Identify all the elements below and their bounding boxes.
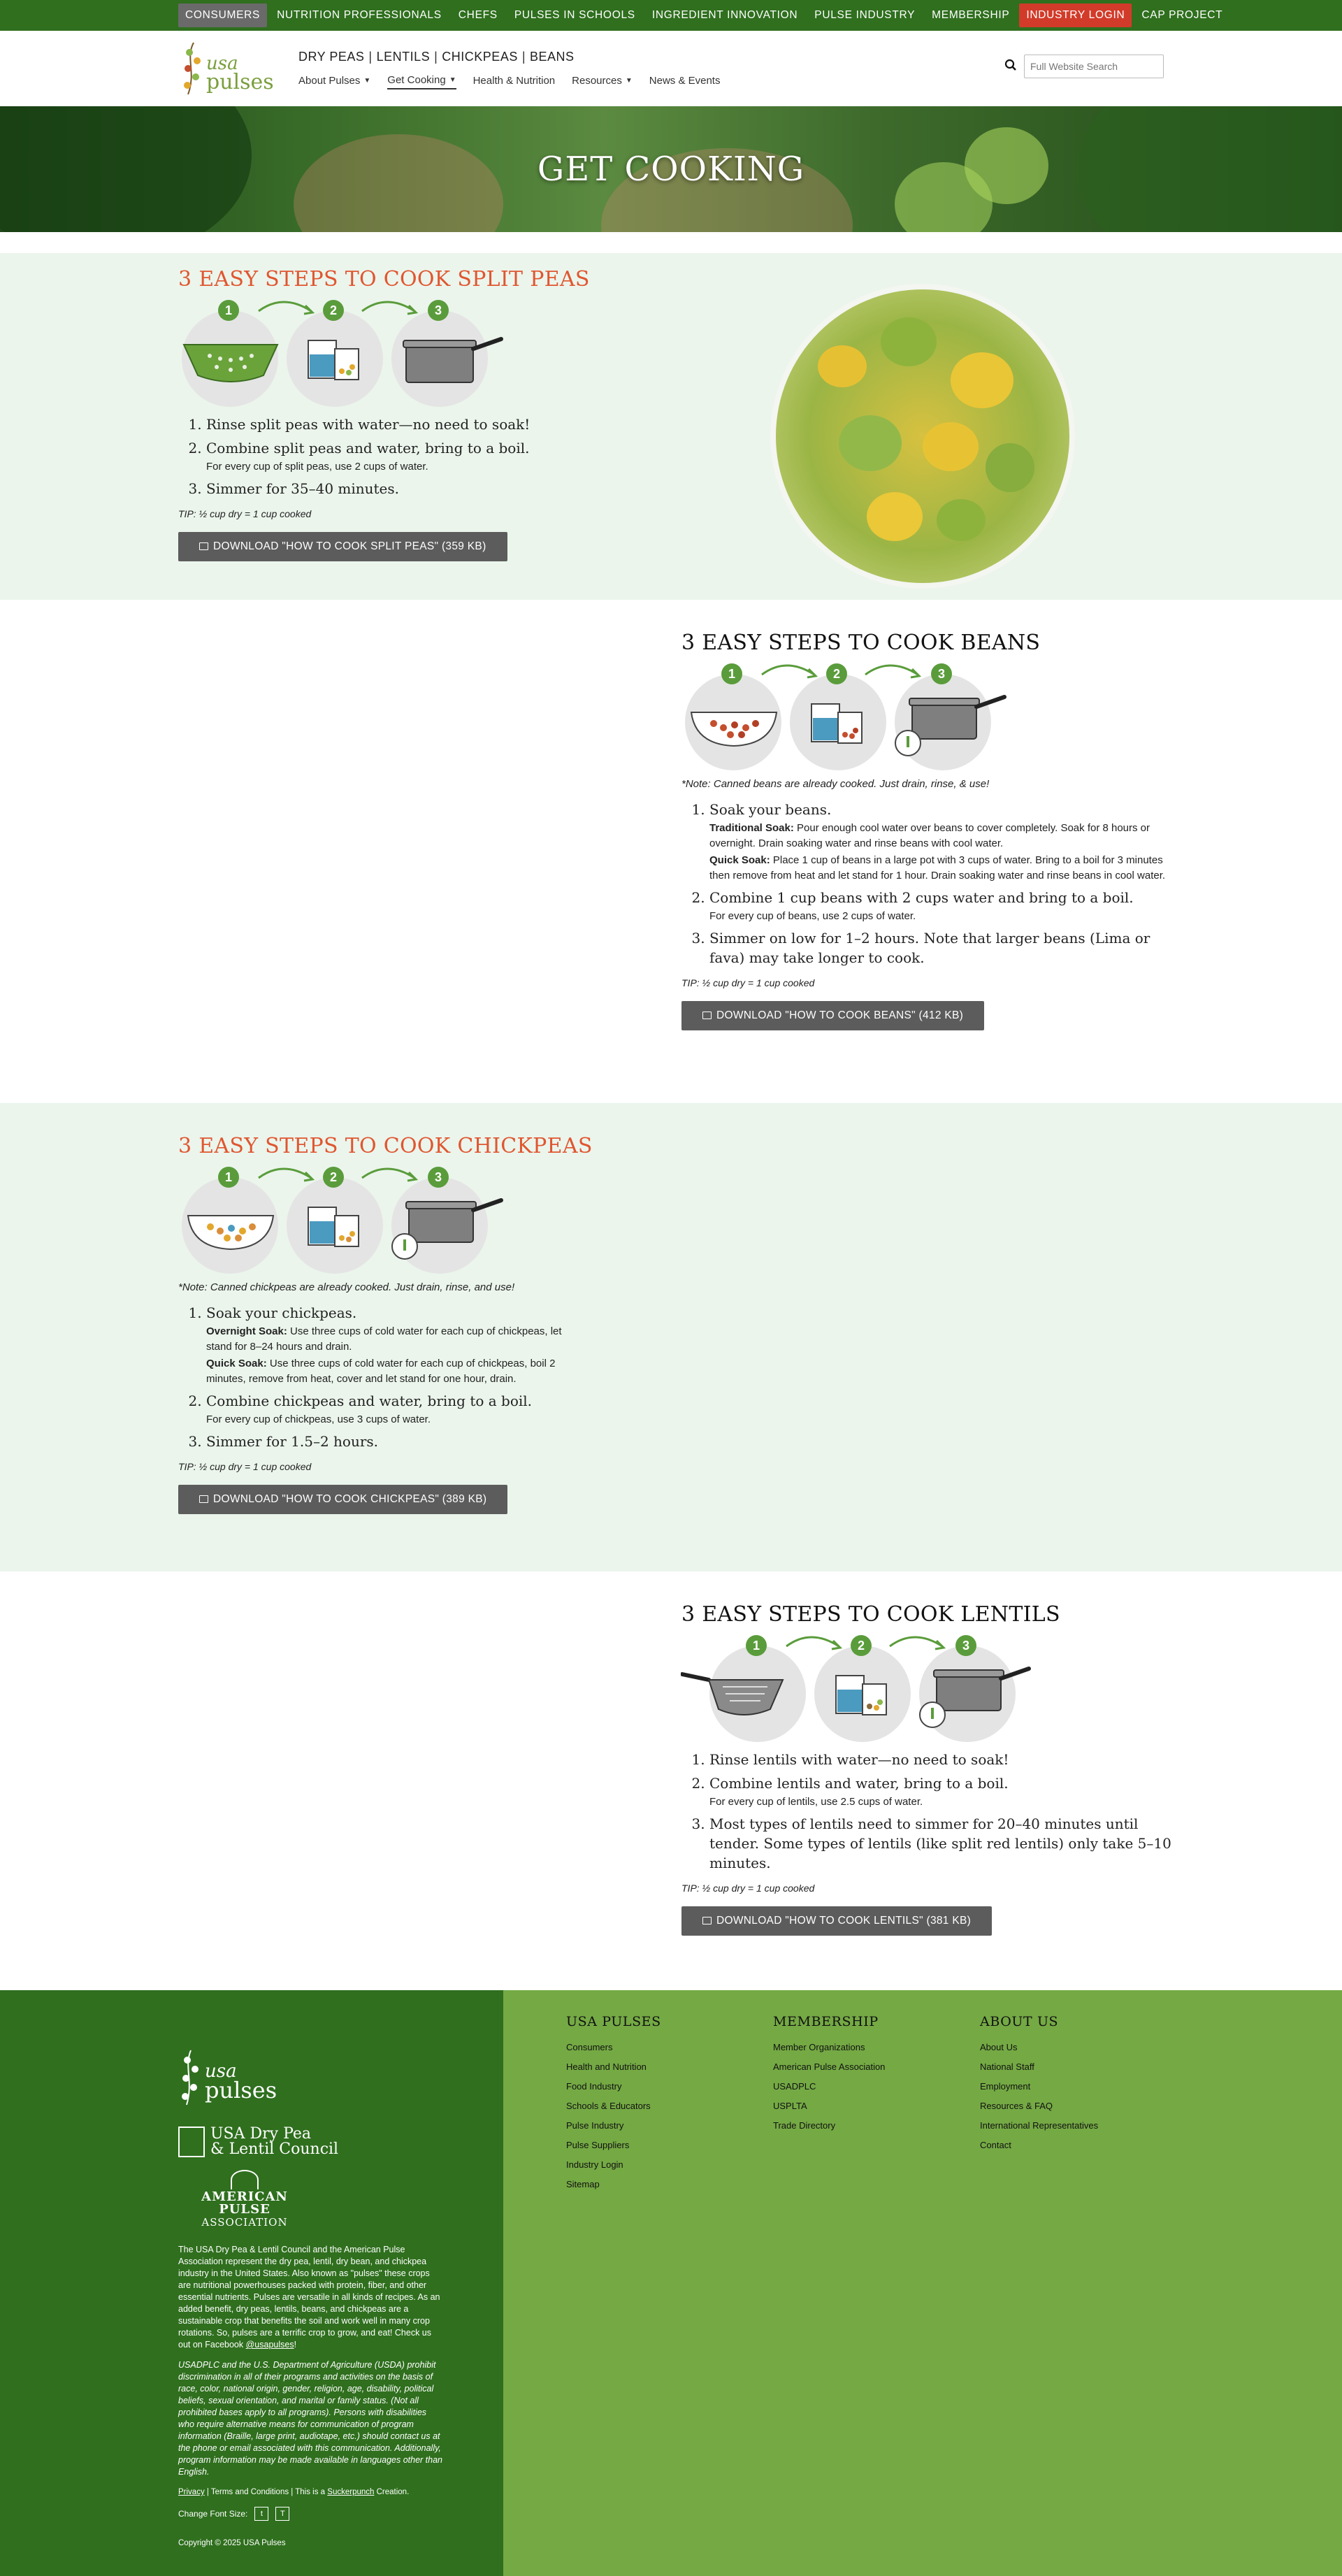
section-title: 3 EASY STEPS TO COOK LENTILS [681, 1602, 1060, 1627]
footer-link-industry-login[interactable]: Industry Login [566, 2159, 623, 2170]
site-footer [0, 1990, 1342, 2576]
footer-link-pulse-suppliers[interactable]: Pulse Suppliers [566, 2140, 630, 2150]
footer-link-trade-directory[interactable]: Trade Directory [773, 2120, 836, 2131]
footer-about-text: The USA Dry Pea & Lentil Council and the American Pulse Association represent the dry pea, lentil, dry bean, and chickpea industry in the United States. Also known as "pulses" these crops are nutritional powerhouses packed with protein, fiber, and other essential nutrients. Pulses are versatile in all kinds of recipes. As an added benefit, dry peas, lentils, beans, and chickpeas are a sustainable crop that benefits the soil and work well in many crop rotations. So, pulses are a terrific crop to grow, and eat! Check us out on Facebook @usapulses! [178, 2245, 440, 2350]
list-item: 1. Soak your beans. Traditional Soak: Pour enough cool water over beans to cover completely. Soak for 8 hours or overnight. Drain soaking water and rinse beans with cool water. Quick Soak: Place 1 cup of beans in a large pot with 3 cups of water. Bring to a boil for 3 minutes then remove from heat and let stand for 1 hour. Drain soaking water and rinse beans in cool water. [709, 800, 1185, 884]
bowl-icon [681, 684, 786, 761]
apa-emblem-icon [231, 2170, 259, 2189]
list-item: 3. Simmer for 35–40 minutes. [206, 479, 681, 498]
pot-icon [388, 1188, 507, 1265]
suckerpunch-link[interactable]: Suckerpunch [327, 2488, 375, 2496]
measuring-cup-icon [283, 321, 388, 398]
search-input[interactable] [1024, 55, 1164, 78]
font-size-control [178, 2507, 503, 2521]
site-header [0, 31, 1342, 106]
footer-heading: MEMBERSHIP [773, 2014, 879, 2029]
step-number: 1 [218, 1167, 239, 1188]
step-number: 3 [955, 1635, 976, 1656]
step-number: 3 [428, 300, 449, 321]
footer-link-about-us[interactable]: About Us [980, 2042, 1018, 2052]
steps-illustration [681, 663, 1185, 768]
split-peas-photo [776, 289, 1069, 583]
nav-health-nutrition[interactable]: Health & Nutrition [472, 74, 556, 87]
top-nav-chefs[interactable]: CHEFS [458, 9, 498, 21]
search-box [1004, 55, 1164, 78]
footer-link-international-representatives[interactable]: International Representatives [980, 2120, 1099, 2131]
separator: | [521, 49, 526, 64]
nav-about-pulses[interactable]: About Pulses ▼ [298, 74, 371, 87]
pot-icon [388, 321, 507, 398]
list-item: 1. Soak your chickpeas. Overnight Soak: Use three cups of cold water for each cup of chickpeas, let stand for 8–24 hours and drain. Quick Soak: Use three cups of cold water for each cup of chickpeas, boil 2 minutes, remove from heat, cover and let stand for one hour, drain. [206, 1303, 681, 1387]
list-item: 3. Simmer on low for 1–2 hours. Note that larger beans (Lima or fava) may take longer to cook. [709, 928, 1185, 967]
footer-usa-pulses-logo[interactable] [178, 2046, 503, 2113]
split-peas-section [0, 253, 1342, 600]
legal-links: Privacy | Terms and Conditions | This is a Suckerpunch Creation. [178, 2488, 410, 2496]
facebook-link[interactable]: @usapulses [245, 2340, 294, 2350]
footer-link-member-organizations[interactable]: Member Organizations [773, 2042, 865, 2052]
nav-lentils[interactable]: LENTILS [376, 49, 431, 64]
bowl-icon [178, 1188, 283, 1265]
top-nav-cap-project[interactable]: CAP PROJECT [1141, 9, 1223, 21]
image-icon [702, 1012, 712, 1019]
download-lentils-button[interactable]: DOWNLOAD "HOW TO COOK LENTILS" (381 KB) [681, 1906, 992, 1936]
steps-illustration [178, 1167, 681, 1272]
steps-list [681, 800, 1185, 967]
footer-heading: ABOUT US [980, 2014, 1059, 2029]
footer-link-employment[interactable]: Employment [980, 2081, 1031, 2092]
footer-link-contact[interactable]: Contact [980, 2140, 1011, 2150]
download-beans-button[interactable]: DOWNLOAD "HOW TO COOK BEANS" (412 KB) [681, 1001, 984, 1030]
footer-column-membership [773, 2014, 980, 2576]
top-nav-pulses-in-schools[interactable]: PULSES IN SCHOOLS [514, 9, 635, 21]
step-number: 2 [851, 1635, 872, 1656]
font-size-label: Change Font Size: [178, 2509, 248, 2519]
tip-text: TIP: ½ cup dry = 1 cup cooked [681, 977, 815, 988]
download-chickpeas-button[interactable]: DOWNLOAD "HOW TO COOK CHICKPEAS" (389 KB) [178, 1485, 507, 1514]
step-number: 3 [931, 663, 952, 684]
step-number: 1 [721, 663, 742, 684]
separator: | [434, 49, 438, 64]
note-text: *Note: Canned chickpeas are already cooked. Just drain, rinse, and use! [178, 1281, 515, 1293]
svg-text:usa: usa [205, 2061, 237, 2082]
copyright: Copyright © 2025 USA Pulses [178, 2539, 286, 2547]
footer-link-usadplc[interactable]: USADPLC [773, 2081, 816, 2092]
footer-column-about-us [980, 2014, 1187, 2576]
footer-link-american-pulse-association[interactable]: American Pulse Association [773, 2061, 886, 2072]
step-number: 2 [323, 1167, 344, 1188]
usa-dry-pea-council-logo[interactable]: USA Dry Pea & Lentil Council [178, 2127, 503, 2157]
step-number: 1 [218, 300, 239, 321]
colander-icon [178, 321, 283, 398]
top-nav-pulse-industry[interactable]: PULSE INDUSTRY [814, 9, 916, 21]
list-item: 2. Combine split peas and water, bring to a boil. For every cup of split peas, use 2 cups of water. [206, 438, 681, 475]
image-icon [702, 1917, 712, 1924]
step-number: 2 [826, 663, 847, 684]
usda-disclaimer: USADPLC and the U.S. Department of Agriculture (USDA) prohibit discrimination in all of their programs and activities on the basis of race, color, national origin, gender, religion, age, disability, political beliefs, sexual orientation, and marital or family status. (Not all prohibited bases apply to all programs). Persons with disabilities who require alternative means for communication of program information (Braille, large print, audiotape, etc.) should contact us at the phone or email associated with this communication. Additionally, program information may be made available in languages other than English. [178, 2360, 443, 2477]
footer-link-food-industry[interactable]: Food Industry [566, 2081, 622, 2092]
step-number: 1 [746, 1635, 767, 1656]
footer-link-national-staff[interactable]: National Staff [980, 2061, 1034, 2072]
hero-banner [0, 106, 1342, 232]
usa-pulses-logo[interactable] [178, 36, 283, 101]
tip-text: TIP: ½ cup dry = 1 cup cooked [178, 508, 312, 519]
nav-beans[interactable]: BEANS [530, 49, 575, 64]
font-size-large-button[interactable]: T [275, 2507, 289, 2521]
nav-get-cooking[interactable]: Get Cooking ▼ [387, 74, 456, 89]
image-icon [199, 1495, 208, 1503]
caret-down-icon: ▼ [449, 75, 456, 84]
list-item: 2. Combine lentils and water, bring to a boil. For every cup of lentils, use 2.5 cups of water. [709, 1773, 1185, 1810]
footer-link-uspita[interactable]: USPLTA [773, 2101, 807, 2111]
steps-list [178, 1303, 681, 1451]
section-title: 3 EASY STEPS TO COOK CHICKPEAS [178, 1134, 593, 1158]
image-icon [199, 542, 208, 550]
list-item: 3. Simmer for 1.5–2 hours. [206, 1432, 681, 1451]
top-nav-membership[interactable]: MEMBERSHIP [932, 9, 1010, 21]
measuring-cup-icon [811, 1656, 916, 1733]
top-nav-nutrition-professionals[interactable]: NUTRITION PROFESSIONALS [277, 9, 442, 21]
download-split-peas-button[interactable]: DOWNLOAD "HOW TO COOK SPLIT PEAS" (359 KB) [178, 532, 507, 561]
steps-illustration [706, 1635, 1185, 1740]
caret-down-icon: ▼ [363, 76, 371, 85]
step-number: 2 [323, 300, 344, 321]
nav-news-events[interactable]: News & Events [649, 74, 721, 87]
steps-list [178, 415, 681, 498]
measuring-cup-icon [283, 1188, 388, 1265]
measuring-cup-icon [786, 684, 891, 761]
list-item: 1. Rinse lentils with water—no need to soak! [709, 1750, 1185, 1769]
separator: | [368, 49, 373, 64]
list-item: 2. Combine chickpeas and water, bring to a boil. For every cup of chickpeas, use 3 cups of water. [206, 1391, 681, 1427]
list-item: 2. Combine 1 cup beans with 2 cups water and bring to a boil. For every cup of beans, use 2 cups of water. [709, 888, 1185, 924]
search-icon[interactable] [1004, 59, 1017, 75]
top-nav-bar [0, 0, 1342, 31]
footer-link-schools[interactable]: Schools & Educators [566, 2101, 651, 2111]
steps-list [681, 1750, 1185, 1873]
footer-link-consumers[interactable]: Consumers [566, 2042, 613, 2052]
footer-link-pulse-industry[interactable]: Pulse Industry [566, 2120, 624, 2131]
council-emblem-icon [178, 2127, 205, 2157]
note-text: *Note: Canned beans are already cooked. Just drain, rinse, & use! [681, 778, 990, 790]
list-item: 3. Most types of lentils need to simmer for 20–40 minutes until tender. Some types of lentils (like split red lentils) only take 5–10 minutes. [709, 1814, 1185, 1873]
footer-link-sitemap[interactable]: Sitemap [566, 2179, 600, 2189]
section-title: 3 EASY STEPS TO COOK SPLIT PEAS [178, 267, 590, 292]
colander-icon [681, 1656, 786, 1733]
main-nav [298, 74, 720, 89]
section-title: 3 EASY STEPS TO COOK BEANS [681, 631, 1041, 655]
nav-dry-peas[interactable]: DRY PEAS [298, 49, 365, 64]
american-pulse-association-logo[interactable]: AMERICAN PULSE ASSOCIATION [178, 2170, 311, 2229]
privacy-link[interactable]: Privacy [178, 2488, 205, 2496]
svg-text:usa: usa [206, 53, 238, 74]
footer-heading: USA PULSES [566, 2014, 661, 2029]
footer-about [0, 1990, 503, 2576]
nav-resources[interactable]: Resources ▼ [572, 74, 633, 87]
pulse-types-nav [298, 50, 720, 64]
footer-link-health-nutrition[interactable]: Health and Nutrition [566, 2061, 647, 2072]
pot-icon [916, 1656, 1034, 1733]
top-nav-ingredient-innovation[interactable]: INGREDIENT INNOVATION [651, 9, 798, 21]
chickpeas-section [0, 1103, 1342, 1571]
svg-text:pulses: pulses [205, 2077, 277, 2103]
font-size-small-button[interactable]: t [254, 2507, 268, 2521]
beans-section [0, 600, 1342, 1103]
list-item: 1. Rinse split peas with water—no need to soak! [206, 415, 681, 434]
step-number: 3 [428, 1167, 449, 1188]
footer-link-resources-faq[interactable]: Resources & FAQ [980, 2101, 1053, 2111]
tip-text: TIP: ½ cup dry = 1 cup cooked [681, 1883, 815, 1894]
pot-icon [891, 684, 1010, 761]
steps-illustration [178, 300, 681, 405]
caret-down-icon: ▼ [625, 76, 633, 85]
footer-links [503, 1990, 1342, 2576]
tip-text: TIP: ½ cup dry = 1 cup cooked [178, 1461, 312, 1472]
top-nav-industry-login[interactable]: INDUSTRY LOGIN [1019, 3, 1132, 27]
svg-text:pulses: pulses [206, 70, 274, 94]
page-title: GET COOKING [537, 150, 805, 189]
top-nav-consumers[interactable]: CONSUMERS [178, 3, 267, 27]
footer-column-usa-pulses [566, 2014, 773, 2576]
lentils-section [0, 1571, 1342, 1990]
nav-chickpeas[interactable]: CHICKPEAS [442, 49, 518, 64]
